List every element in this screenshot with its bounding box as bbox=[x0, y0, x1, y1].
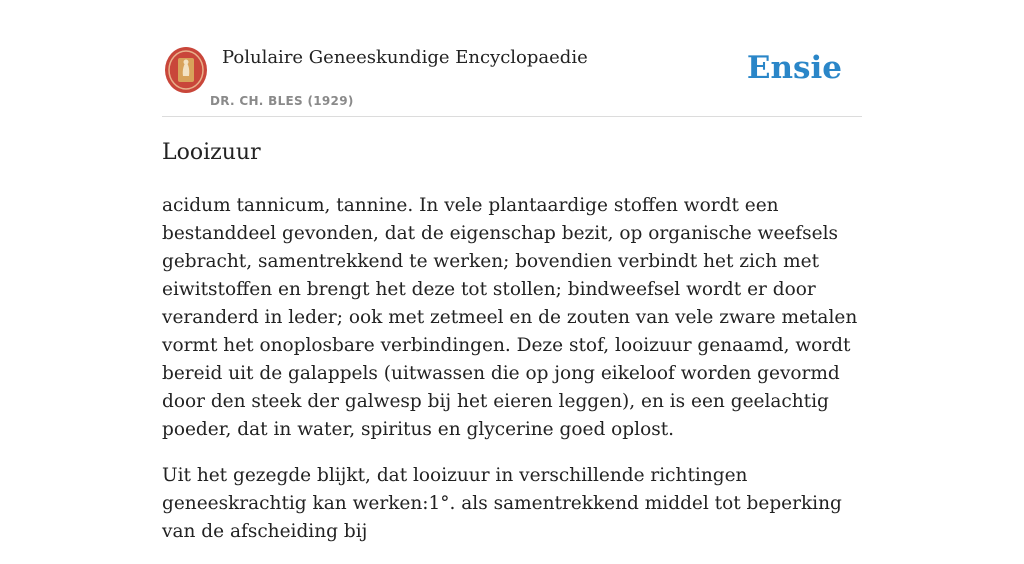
entry-title: Looizuur bbox=[162, 140, 261, 165]
paragraph: acidum tannicum, tannine. In vele plantaardige stoffen wordt een bestanddeel gevonden, dat de eigenschap bezit, op organische weefsels gebracht, samentrekkend te werken; bovendien verbindt het zich met eiwitstoffen en brengt het deze tot stollen; bindweefsel wordt er door veranderd in leder; ook met zetmeel en de zouten van vele zware metalen vormt het onoplosbare verbindingen. Deze stof, looizuur genaamd, wordt bereid uit de galappels (uitwassen die op jong eikeloof worden gevormd door den steek der galwesp bij het eieren leggen), en is een geelachtig poeder, dat in water, spiritus en glycerine goed oplost. bbox=[162, 195, 858, 440]
site-subtitle: DR. CH. BLES (1929) bbox=[210, 94, 354, 108]
book-cover-icon[interactable] bbox=[164, 46, 208, 94]
brand-logo-link[interactable]: Ensie bbox=[746, 50, 842, 86]
article-body bbox=[162, 192, 864, 564]
paragraph: Uit het gezegde blijkt, dat looizuur in verschillende richtingen geneeskrachtig kan werken:1°. als samentrekkend middel tot beperking van de afscheiding bij bbox=[162, 465, 842, 542]
site-title[interactable]: Polulaire Geneeskundige Encyclopaedie bbox=[222, 47, 588, 68]
site-header bbox=[162, 40, 862, 117]
